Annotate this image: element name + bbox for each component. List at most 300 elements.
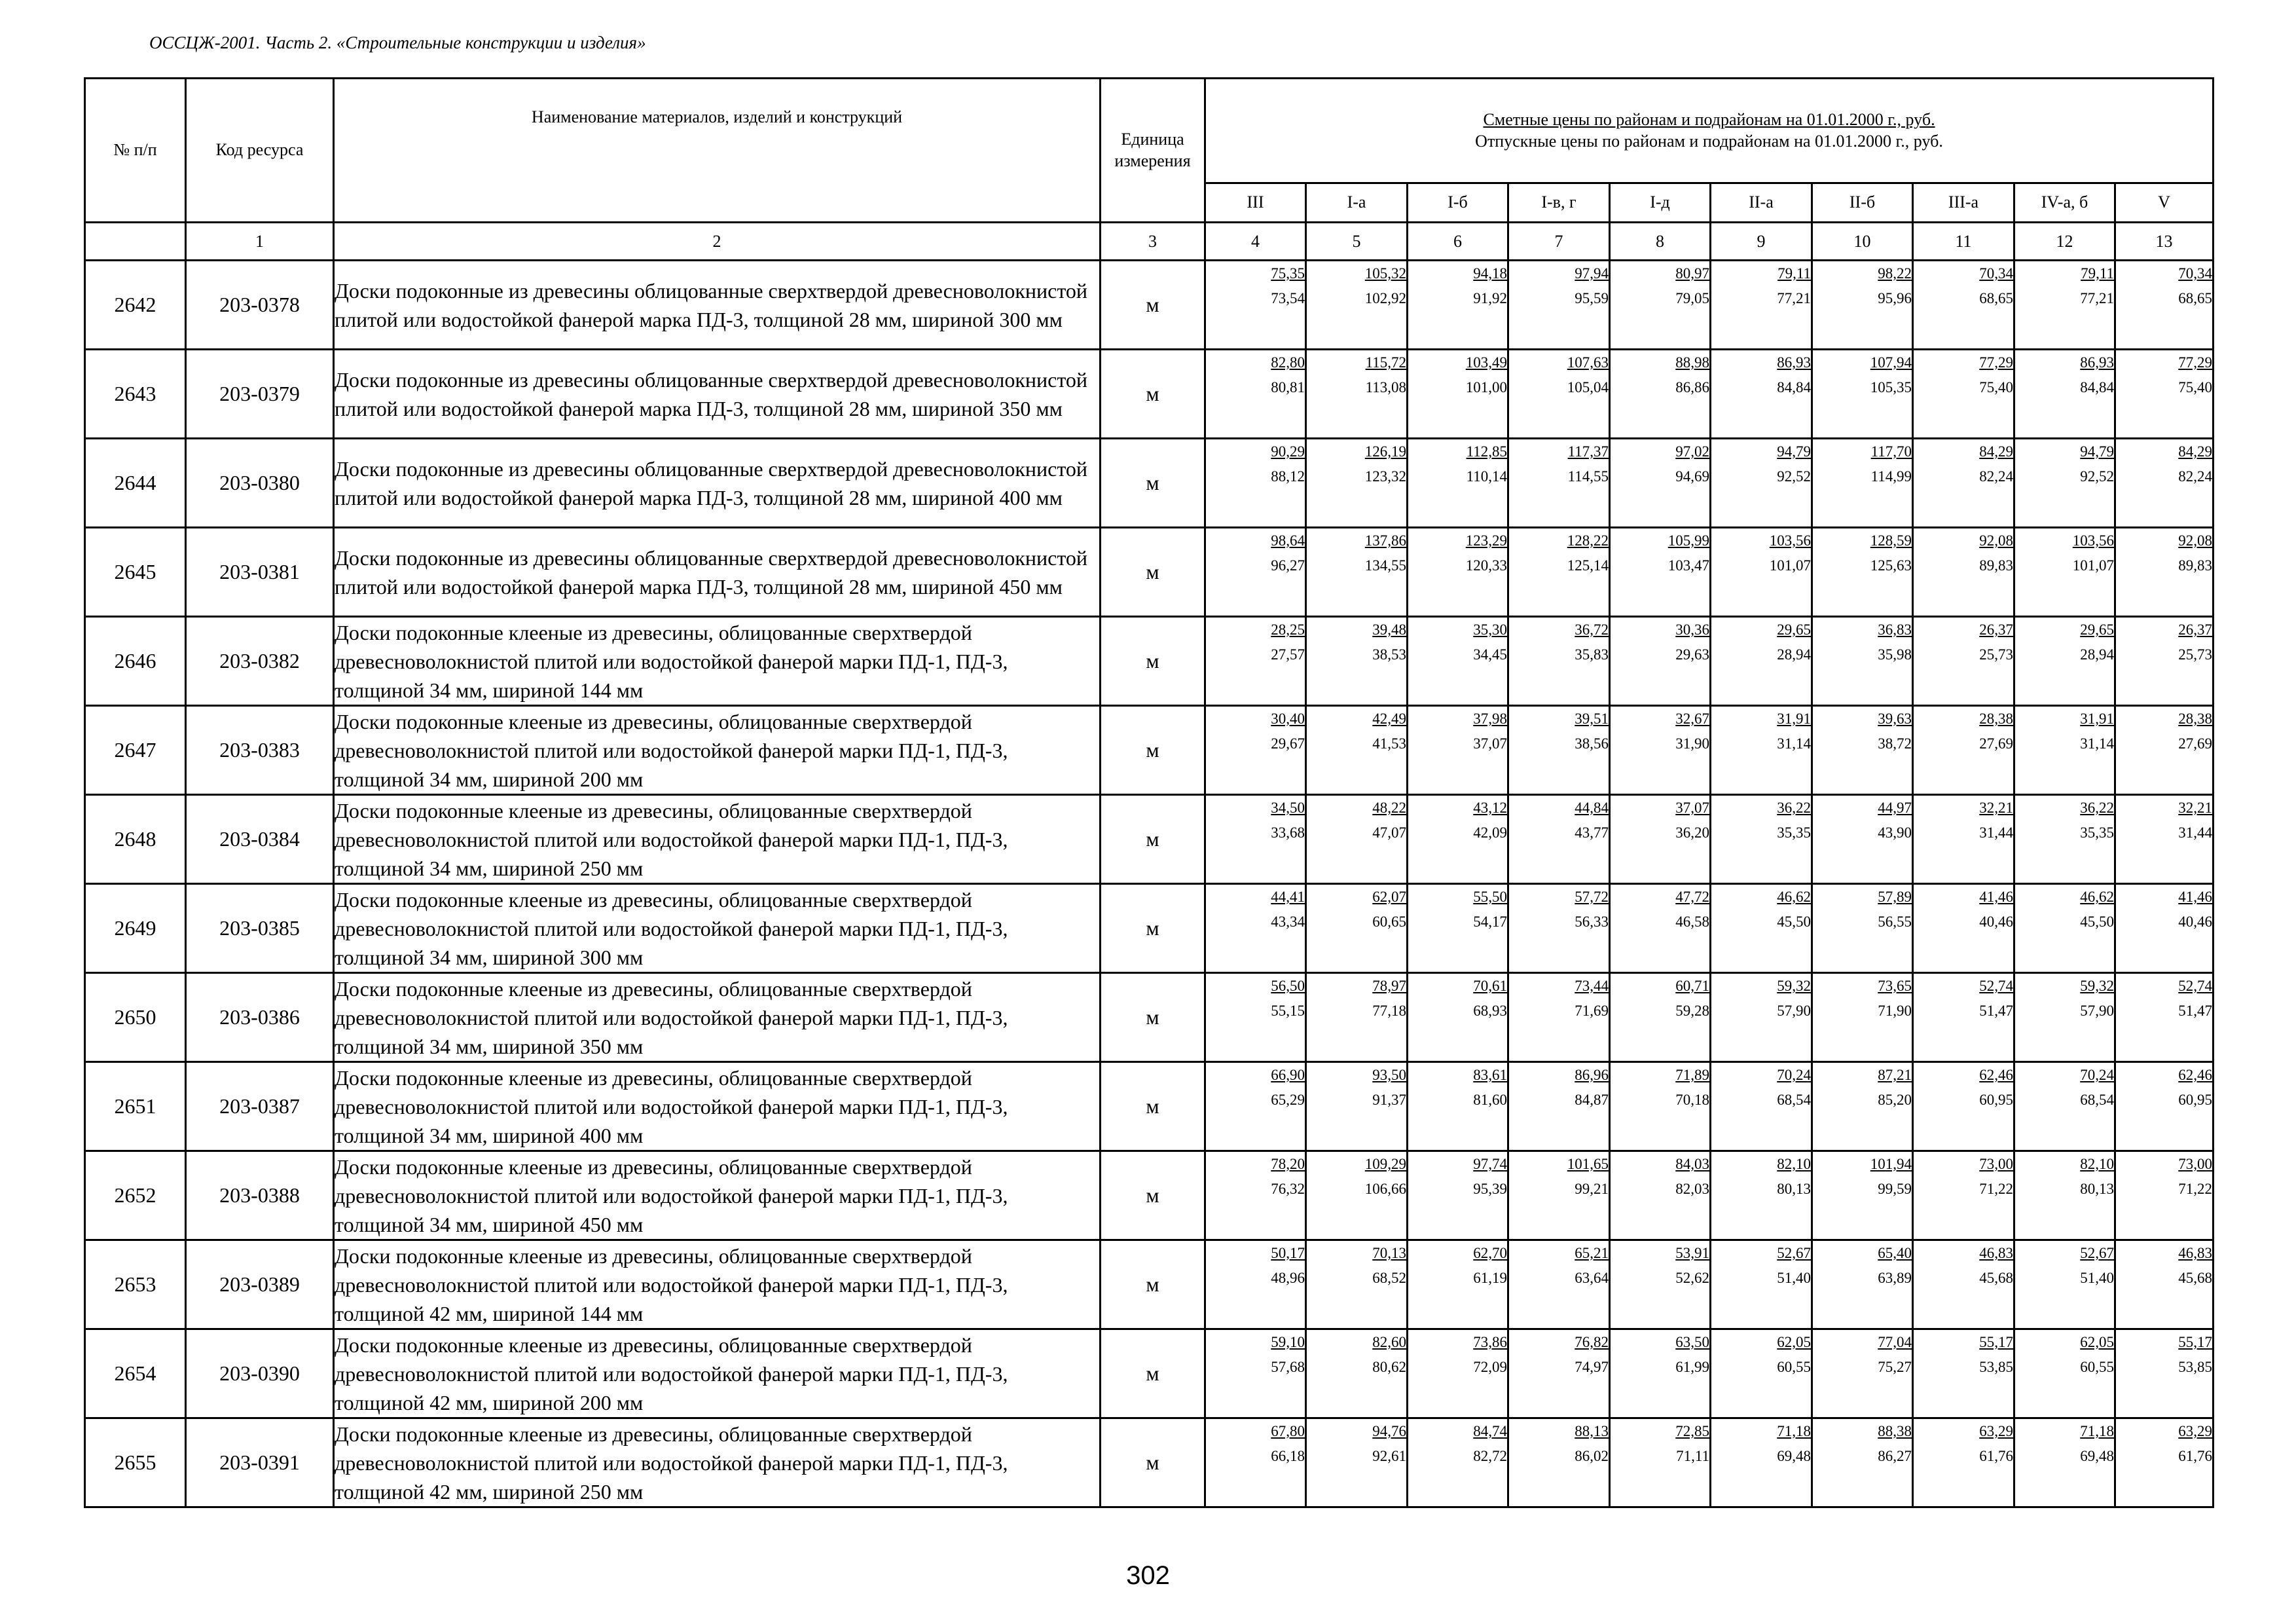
wholesale-price: 105,35	[1870, 379, 1912, 396]
price-cell	[2115, 261, 2214, 350]
price-cell	[1408, 439, 1508, 528]
estimated-price: 41,46	[2178, 889, 2213, 905]
estimated-price: 97,94	[1575, 265, 1609, 282]
estimated-price: 28,25	[1271, 621, 1305, 638]
price-cell	[1508, 795, 1610, 884]
price-cell	[1913, 528, 2014, 617]
price-cell	[1711, 1151, 1812, 1240]
column-number: 3	[1101, 223, 1205, 261]
unit: м	[1101, 1329, 1205, 1418]
estimated-price: 46,83	[1979, 1245, 2013, 1261]
estimated-price: 44,41	[1271, 889, 1305, 905]
column-number: 7	[1508, 223, 1610, 261]
price-cell	[1913, 350, 2014, 439]
header-region: IV-а, б	[2014, 183, 2115, 223]
wholesale-price: 92,61	[1372, 1448, 1406, 1464]
wholesale-price: 57,90	[1777, 1003, 1811, 1019]
unit: м	[1101, 261, 1205, 350]
wholesale-price: 41,53	[1372, 735, 1406, 752]
price-cell	[1408, 706, 1508, 795]
estimated-price: 30,40	[1271, 710, 1305, 727]
header-region: I-д	[1610, 183, 1711, 223]
wholesale-price: 113,08	[1365, 379, 1406, 396]
wholesale-price: 95,96	[1878, 290, 1912, 306]
estimated-price: 31,91	[1777, 710, 1811, 727]
price-cell	[1610, 439, 1711, 528]
estimated-price: 39,51	[1575, 710, 1609, 727]
price-cell	[2014, 617, 2115, 706]
price-cell	[1306, 261, 1408, 350]
price-cell	[1610, 261, 1711, 350]
header-prices	[1205, 79, 2214, 183]
price-cell	[1205, 795, 1306, 884]
estimated-price: 52,74	[1979, 978, 2013, 994]
header-unit: Единица измерения	[1101, 79, 1205, 223]
wholesale-price: 110,14	[1466, 468, 1507, 485]
estimated-price: 26,37	[2178, 621, 2213, 638]
estimated-price: 70,13	[1372, 1245, 1406, 1261]
price-cell	[2115, 1240, 2214, 1329]
wholesale-price: 27,69	[2178, 735, 2213, 752]
header-region: II-а	[1711, 183, 1812, 223]
price-cell	[1711, 1240, 1812, 1329]
row-number: 2653	[85, 1240, 186, 1329]
resource-code: 203-0381	[186, 528, 334, 617]
resource-code: 203-0387	[186, 1062, 334, 1151]
price-cell	[1711, 1329, 1812, 1418]
wholesale-price: 68,93	[1473, 1003, 1507, 1019]
estimated-price: 107,63	[1567, 354, 1609, 371]
price-cell	[2014, 795, 2115, 884]
estimated-price: 72,85	[1675, 1423, 1709, 1439]
estimated-price: 50,17	[1271, 1245, 1305, 1261]
row-number: 2646	[85, 617, 186, 706]
estimated-price: 65,40	[1878, 1245, 1912, 1261]
price-cell	[1610, 1240, 1711, 1329]
wholesale-price: 101,00	[1465, 379, 1507, 396]
estimated-price: 117,70	[1870, 443, 1912, 460]
wholesale-price: 75,27	[1878, 1359, 1912, 1375]
resource-code: 203-0383	[186, 706, 334, 795]
estimated-price: 137,86	[1364, 532, 1406, 549]
material-name: Доски подоконные из древесины облицованные сверхтвердой древесноволокнистой плитой или водостойкой фанерой марка ПД-3, толщиной 28 мм, шириной 450 мм	[334, 528, 1101, 617]
price-cell	[2014, 1240, 2115, 1329]
price-cell	[1408, 884, 1508, 973]
estimated-price: 109,29	[1364, 1156, 1406, 1172]
wholesale-price: 51,47	[2178, 1003, 2213, 1019]
estimated-price: 97,74	[1473, 1156, 1507, 1172]
wholesale-price: 114,99	[1870, 468, 1912, 485]
estimated-price: 94,79	[2080, 443, 2114, 460]
wholesale-price: 25,73	[1979, 646, 2013, 663]
estimated-price: 62,46	[1979, 1067, 2013, 1083]
estimated-price: 34,50	[1271, 800, 1305, 816]
price-cell	[1408, 1240, 1508, 1329]
price-cell	[1913, 439, 2014, 528]
estimated-price: 82,80	[1271, 354, 1305, 371]
wholesale-price: 48,96	[1271, 1270, 1305, 1286]
estimated-price: 82,60	[1372, 1334, 1406, 1350]
wholesale-price: 54,17	[1473, 913, 1507, 930]
price-cell	[1812, 439, 1913, 528]
estimated-price: 57,72	[1575, 889, 1609, 905]
estimated-price: 103,49	[1465, 354, 1507, 371]
price-cell	[1508, 1418, 1610, 1507]
estimated-price: 80,97	[1675, 265, 1709, 282]
estimated-price: 101,65	[1567, 1156, 1609, 1172]
resource-code: 203-0391	[186, 1418, 334, 1507]
wholesale-price: 59,28	[1675, 1003, 1709, 1019]
header-region: II-б	[1812, 183, 1913, 223]
row-number: 2651	[85, 1062, 186, 1151]
unit: м	[1101, 528, 1205, 617]
price-cell	[1711, 617, 1812, 706]
estimated-price: 86,93	[1777, 354, 1811, 371]
price-cell	[1306, 528, 1408, 617]
wholesale-price: 63,64	[1575, 1270, 1609, 1286]
price-cell	[1306, 1418, 1408, 1507]
price-cell	[1812, 706, 1913, 795]
unit: м	[1101, 1240, 1205, 1329]
price-cell	[2115, 1151, 2214, 1240]
estimated-price: 84,29	[1979, 443, 2013, 460]
wholesale-price: 38,53	[1372, 646, 1406, 663]
price-cell	[1408, 528, 1508, 617]
wholesale-price: 35,35	[2080, 824, 2114, 841]
estimated-price: 73,65	[1878, 978, 1912, 994]
wholesale-price: 60,55	[2080, 1359, 2114, 1375]
price-cell	[1508, 261, 1610, 350]
resource-code: 203-0380	[186, 439, 334, 528]
estimated-price: 73,00	[1979, 1156, 2013, 1172]
material-name: Доски подоконные клееные из древесины, облицованные сверхтвердой древесноволокнистой плитой или водостойкой фанерой марки ПД-1, ПД-3, толщиной 34 мм, шириной 400 мм	[334, 1062, 1101, 1151]
estimated-price: 79,11	[2081, 265, 2114, 282]
table-row	[85, 1418, 2214, 1507]
wholesale-price: 61,76	[2178, 1448, 2213, 1464]
price-cell	[1812, 884, 1913, 973]
price-cell	[1711, 884, 1812, 973]
price-cell	[1508, 1062, 1610, 1151]
estimated-price: 126,19	[1364, 443, 1406, 460]
price-cell	[1913, 617, 2014, 706]
estimated-price: 55,50	[1473, 889, 1507, 905]
price-cell	[1306, 1062, 1408, 1151]
estimated-price: 65,21	[1575, 1245, 1609, 1261]
price-cell	[1408, 1329, 1508, 1418]
table-body	[85, 261, 2214, 1507]
estimated-price: 63,29	[1979, 1423, 2013, 1439]
header-name: Наименование материалов, изделий и конструкций	[334, 79, 1101, 223]
wholesale-price: 82,03	[1675, 1181, 1709, 1197]
price-cell	[2014, 1418, 2115, 1507]
wholesale-price: 99,21	[1575, 1181, 1609, 1197]
estimated-price: 101,94	[1870, 1156, 1912, 1172]
estimated-price: 28,38	[1979, 710, 2013, 727]
price-cell	[1306, 1151, 1408, 1240]
row-number: 2642	[85, 261, 186, 350]
price-cell	[1205, 439, 1306, 528]
wholesale-price: 60,65	[1372, 913, 1406, 930]
estimated-price: 35,30	[1473, 621, 1507, 638]
estimated-price: 62,05	[1777, 1334, 1811, 1350]
estimated-price: 67,80	[1271, 1423, 1305, 1439]
wholesale-price: 43,90	[1878, 824, 1912, 841]
wholesale-price: 40,46	[1979, 913, 2013, 930]
wholesale-price: 35,83	[1575, 646, 1609, 663]
price-cell	[1610, 528, 1711, 617]
price-cell	[1306, 706, 1408, 795]
wholesale-price: 65,29	[1271, 1092, 1305, 1108]
price-cell	[1610, 1329, 1711, 1418]
wholesale-price: 53,85	[2178, 1359, 2213, 1375]
price-cell	[1508, 1240, 1610, 1329]
estimated-price: 28,38	[2178, 710, 2213, 727]
estimated-price: 42,49	[1372, 710, 1406, 727]
table-row	[85, 1240, 2214, 1329]
wholesale-price: 105,04	[1567, 379, 1609, 396]
wholesale-price: 86,27	[1878, 1448, 1912, 1464]
table-row	[85, 439, 2214, 528]
column-number: 4	[1205, 223, 1306, 261]
wholesale-price: 57,90	[2080, 1003, 2114, 1019]
estimated-price: 62,70	[1473, 1245, 1507, 1261]
material-name: Доски подоконные клееные из древесины, облицованные сверхтвердой древесноволокнистой плитой или водостойкой фанерой марки ПД-1, ПД-3, толщиной 34 мм, шириной 144 мм	[334, 617, 1101, 706]
wholesale-price: 71,69	[1575, 1003, 1609, 1019]
unit: м	[1101, 973, 1205, 1062]
estimated-price: 32,67	[1675, 710, 1709, 727]
price-cell	[2014, 528, 2115, 617]
wholesale-price: 51,40	[1777, 1270, 1811, 1286]
row-number: 2652	[85, 1151, 186, 1240]
estimated-price: 107,94	[1870, 354, 1912, 371]
price-cell	[1610, 795, 1711, 884]
estimated-price: 84,03	[1675, 1156, 1709, 1172]
price-cell	[1812, 350, 1913, 439]
wholesale-price: 28,94	[2080, 646, 2114, 663]
price-cell	[1610, 617, 1711, 706]
estimated-price: 55,17	[1979, 1334, 2013, 1350]
price-cell	[2115, 439, 2214, 528]
wholesale-price: 76,32	[1271, 1181, 1305, 1197]
wholesale-price: 72,09	[1473, 1359, 1507, 1375]
estimated-price: 103,56	[2072, 532, 2114, 549]
estimated-price: 62,05	[2080, 1334, 2114, 1350]
wholesale-price: 55,15	[1271, 1003, 1305, 1019]
wholesale-price: 53,85	[1979, 1359, 2013, 1375]
price-cell	[1205, 1240, 1306, 1329]
wholesale-price: 69,48	[2080, 1448, 2114, 1464]
estimated-price: 94,76	[1372, 1423, 1406, 1439]
wholesale-price: 63,89	[1878, 1270, 1912, 1286]
estimated-price: 105,32	[1364, 265, 1406, 282]
wholesale-price: 75,40	[1979, 379, 2013, 396]
estimated-price: 73,00	[2178, 1156, 2213, 1172]
estimated-price: 26,37	[1979, 621, 2013, 638]
header-prices-line2: Отпускные цены по районам и подрайонам на 01.01.2000 г., руб.	[1475, 131, 1943, 151]
estimated-price: 77,04	[1878, 1334, 1912, 1350]
estimated-price: 77,29	[2178, 354, 2213, 371]
price-cell	[1812, 528, 1913, 617]
material-name: Доски подоконные клееные из древесины, облицованные сверхтвердой древесноволокнистой плитой или водостойкой фанерой марки ПД-1, ПД-3, толщиной 34 мм, шириной 450 мм	[334, 1151, 1101, 1240]
price-cell	[2014, 261, 2115, 350]
column-number: 12	[2014, 223, 2115, 261]
estimated-price: 82,10	[1777, 1156, 1811, 1172]
price-cell	[1408, 1151, 1508, 1240]
row-number: 2644	[85, 439, 186, 528]
row-number: 2648	[85, 795, 186, 884]
price-cell	[1306, 973, 1408, 1062]
wholesale-price: 95,59	[1575, 290, 1609, 306]
estimated-price: 92,08	[2178, 532, 2213, 549]
wholesale-price: 70,18	[1675, 1092, 1709, 1108]
column-number: 5	[1306, 223, 1408, 261]
price-cell	[1711, 1062, 1812, 1151]
wholesale-price: 66,18	[1271, 1448, 1305, 1464]
price-cell	[1508, 706, 1610, 795]
wholesale-price: 35,98	[1878, 646, 1912, 663]
column-number-row	[85, 223, 2214, 261]
estimated-price: 98,64	[1271, 532, 1305, 549]
price-cell	[1508, 1329, 1610, 1418]
estimated-price: 46,62	[2080, 889, 2114, 905]
estimated-price: 93,50	[1372, 1067, 1406, 1083]
estimated-price: 36,22	[2080, 800, 2114, 816]
table-row	[85, 884, 2214, 973]
wholesale-price: 81,60	[1473, 1092, 1507, 1108]
estimated-price: 123,29	[1465, 532, 1507, 549]
estimated-price: 97,02	[1675, 443, 1709, 460]
estimated-price: 57,89	[1878, 889, 1912, 905]
price-cell	[2115, 1418, 2214, 1507]
resource-code: 203-0378	[186, 261, 334, 350]
estimated-price: 47,72	[1675, 889, 1709, 905]
header-region: I-в, г	[1508, 183, 1610, 223]
price-cell	[2014, 706, 2115, 795]
table-row	[85, 350, 2214, 439]
wholesale-price: 79,05	[1675, 290, 1709, 306]
estimated-price: 112,85	[1466, 443, 1507, 460]
wholesale-price: 25,73	[2178, 646, 2213, 663]
wholesale-price: 68,65	[2178, 290, 2213, 306]
wholesale-price: 31,90	[1675, 735, 1709, 752]
estimated-price: 29,65	[1777, 621, 1811, 638]
estimated-price: 46,83	[2178, 1245, 2213, 1261]
wholesale-price: 86,86	[1675, 379, 1709, 396]
unit: м	[1101, 706, 1205, 795]
row-number: 2647	[85, 706, 186, 795]
wholesale-price: 61,76	[1979, 1448, 2013, 1464]
estimated-price: 62,07	[1372, 889, 1406, 905]
price-cell	[2014, 1151, 2115, 1240]
estimated-price: 86,96	[1575, 1067, 1609, 1083]
wholesale-price: 37,07	[1473, 735, 1507, 752]
header-code: Код ресурса	[186, 79, 334, 223]
wholesale-price: 29,67	[1271, 735, 1305, 752]
estimated-price: 117,37	[1567, 443, 1609, 460]
price-table	[84, 77, 2214, 1508]
table-header	[85, 79, 2214, 261]
wholesale-price: 120,33	[1465, 557, 1507, 574]
wholesale-price: 57,68	[1271, 1359, 1305, 1375]
price-cell	[1205, 1151, 1306, 1240]
price-cell	[1610, 884, 1711, 973]
wholesale-price: 99,59	[1878, 1181, 1912, 1197]
wholesale-price: 68,65	[1979, 290, 2013, 306]
resource-code: 203-0384	[186, 795, 334, 884]
wholesale-price: 71,11	[1676, 1448, 1709, 1464]
estimated-price: 62,46	[2178, 1067, 2213, 1083]
wholesale-price: 80,13	[2080, 1181, 2114, 1197]
estimated-price: 32,21	[2178, 800, 2213, 816]
estimated-price: 52,74	[2178, 978, 2213, 994]
price-cell	[1913, 1151, 2014, 1240]
wholesale-price: 27,69	[1979, 735, 2013, 752]
column-number: 2	[334, 223, 1101, 261]
price-cell	[1812, 1418, 1913, 1507]
estimated-price: 39,48	[1372, 621, 1406, 638]
wholesale-price: 43,34	[1271, 913, 1305, 930]
price-cell	[1408, 261, 1508, 350]
resource-code: 203-0389	[186, 1240, 334, 1329]
price-cell	[1610, 350, 1711, 439]
price-cell	[1812, 261, 1913, 350]
estimated-price: 43,12	[1473, 800, 1507, 816]
wholesale-price: 71,22	[2178, 1181, 2213, 1197]
wholesale-price: 88,12	[1271, 468, 1305, 485]
wholesale-price: 60,95	[1979, 1092, 2013, 1108]
price-cell	[2115, 350, 2214, 439]
estimated-price: 71,18	[2080, 1423, 2114, 1439]
material-name: Доски подоконные клееные из древесины, облицованные сверхтвердой древесноволокнистой плитой или водостойкой фанерой марки ПД-1, ПД-3, толщиной 34 мм, шириной 200 мм	[334, 706, 1101, 795]
wholesale-price: 68,52	[1372, 1270, 1406, 1286]
wholesale-price: 27,57	[1271, 646, 1305, 663]
price-cell	[1711, 1418, 1812, 1507]
wholesale-price: 75,40	[2178, 379, 2213, 396]
estimated-price: 59,32	[2080, 978, 2114, 994]
wholesale-price: 134,55	[1364, 557, 1406, 574]
wholesale-price: 56,55	[1878, 913, 1912, 930]
wholesale-price: 31,44	[2178, 824, 2213, 841]
estimated-price: 46,62	[1777, 889, 1811, 905]
estimated-price: 31,91	[2080, 710, 2114, 727]
estimated-price: 44,97	[1878, 800, 1912, 816]
price-cell	[2115, 795, 2214, 884]
wholesale-price: 101,07	[1769, 557, 1811, 574]
wholesale-price: 45,68	[1979, 1270, 2013, 1286]
estimated-price: 37,07	[1675, 800, 1709, 816]
column-number: 13	[2115, 223, 2214, 261]
wholesale-price: 82,24	[1979, 468, 2013, 485]
row-number: 2655	[85, 1418, 186, 1507]
wholesale-price: 91,92	[1473, 290, 1507, 306]
header-num: № п/п	[85, 79, 186, 223]
wholesale-price: 31,44	[1979, 824, 2013, 841]
price-cell	[1913, 1418, 2014, 1507]
wholesale-price: 40,46	[2178, 913, 2213, 930]
estimated-price: 76,82	[1575, 1334, 1609, 1350]
wholesale-price: 31,14	[2080, 735, 2114, 752]
price-cell	[1306, 350, 1408, 439]
wholesale-price: 123,32	[1364, 468, 1406, 485]
price-cell	[1408, 617, 1508, 706]
estimated-price: 39,63	[1878, 710, 1912, 727]
wholesale-price: 85,20	[1878, 1092, 1912, 1108]
wholesale-price: 80,13	[1777, 1181, 1811, 1197]
material-name: Доски подоконные клееные из древесины, облицованные сверхтвердой древесноволокнистой плитой или водостойкой фанерой марки ПД-1, ПД-3, толщиной 34 мм, шириной 250 мм	[334, 795, 1101, 884]
price-cell	[1205, 261, 1306, 350]
wholesale-price: 80,81	[1271, 379, 1305, 396]
wholesale-price: 103,47	[1667, 557, 1709, 574]
